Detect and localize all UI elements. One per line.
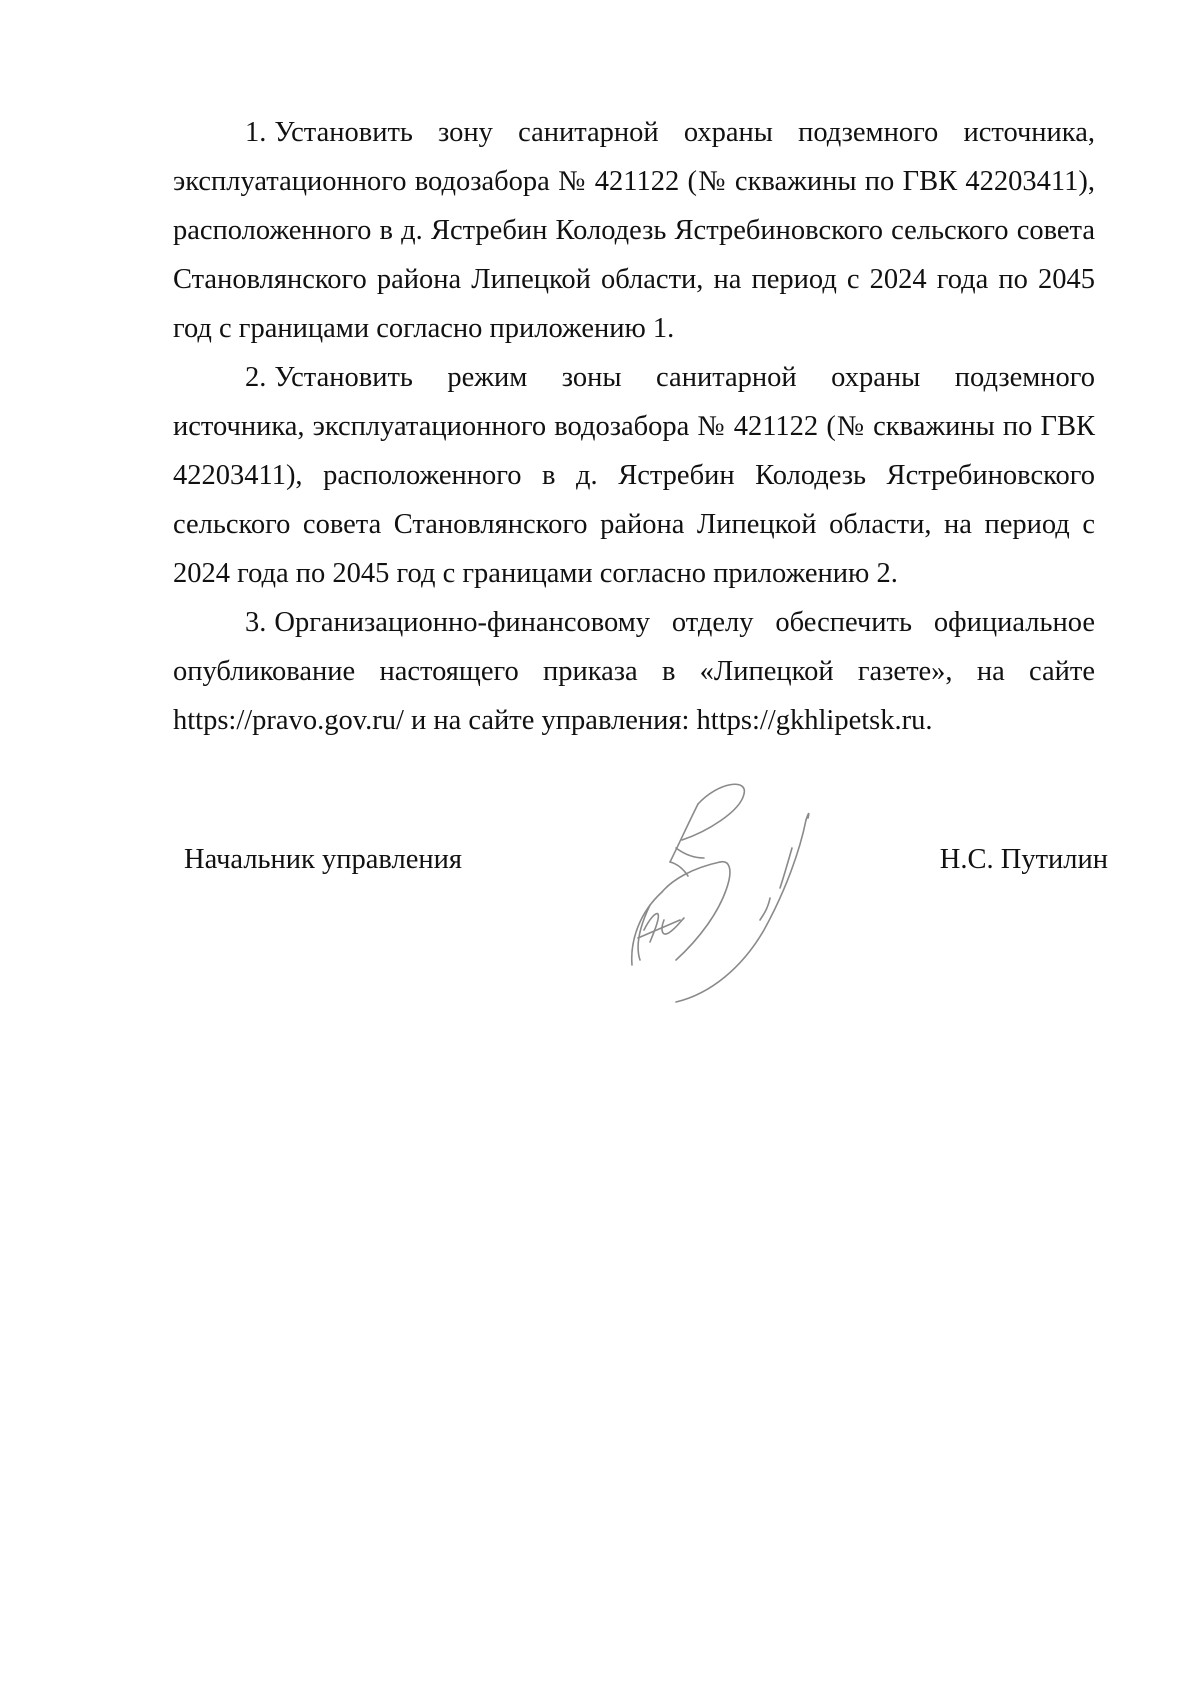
order-body xyxy=(173,108,1095,745)
item-number: 3. xyxy=(245,607,267,638)
signatory-name: Н.С. Путилин xyxy=(939,844,1108,875)
signatory-position: Начальник управления xyxy=(184,844,462,875)
item-text: Установить режим зоны санитарной охраны подземного источника, эксплуатационного водозабора № 421122 (№ скважины по ГВК 42203411), расположенного в д. Ястребин Колодезь Ястребиновского сельского совета Становлянского района Липецкой области, на период с 2024 года по 2045 год с границами согласно приложению 2. xyxy=(173,362,1095,589)
signature-block xyxy=(0,780,1200,1040)
order-item-2 xyxy=(173,353,1095,598)
item-number: 1. xyxy=(245,117,267,148)
handwritten-signature-icon xyxy=(580,780,900,1030)
order-item-3 xyxy=(173,598,1095,745)
order-item-1 xyxy=(173,108,1095,353)
item-text: Организационно-финансовому отделу обеспечить официальное опубликование настоящего приказа в «Липецкой газете», на сайте https://pravo.gov.ru/ и на сайте управления: https://gkhlipetsk.ru. xyxy=(173,607,1095,736)
item-number: 2. xyxy=(245,362,267,393)
item-text: Установить зону санитарной охраны подземного источника, эксплуатационного водозабора № 421122 (№ скважины по ГВК 42203411), расположенного в д. Ястребин Колодезь Ястребиновского сельского совета Становлянского района Липецкой области, на период с 2024 года по 2045 год с границами согласно приложению 1. xyxy=(173,117,1095,344)
